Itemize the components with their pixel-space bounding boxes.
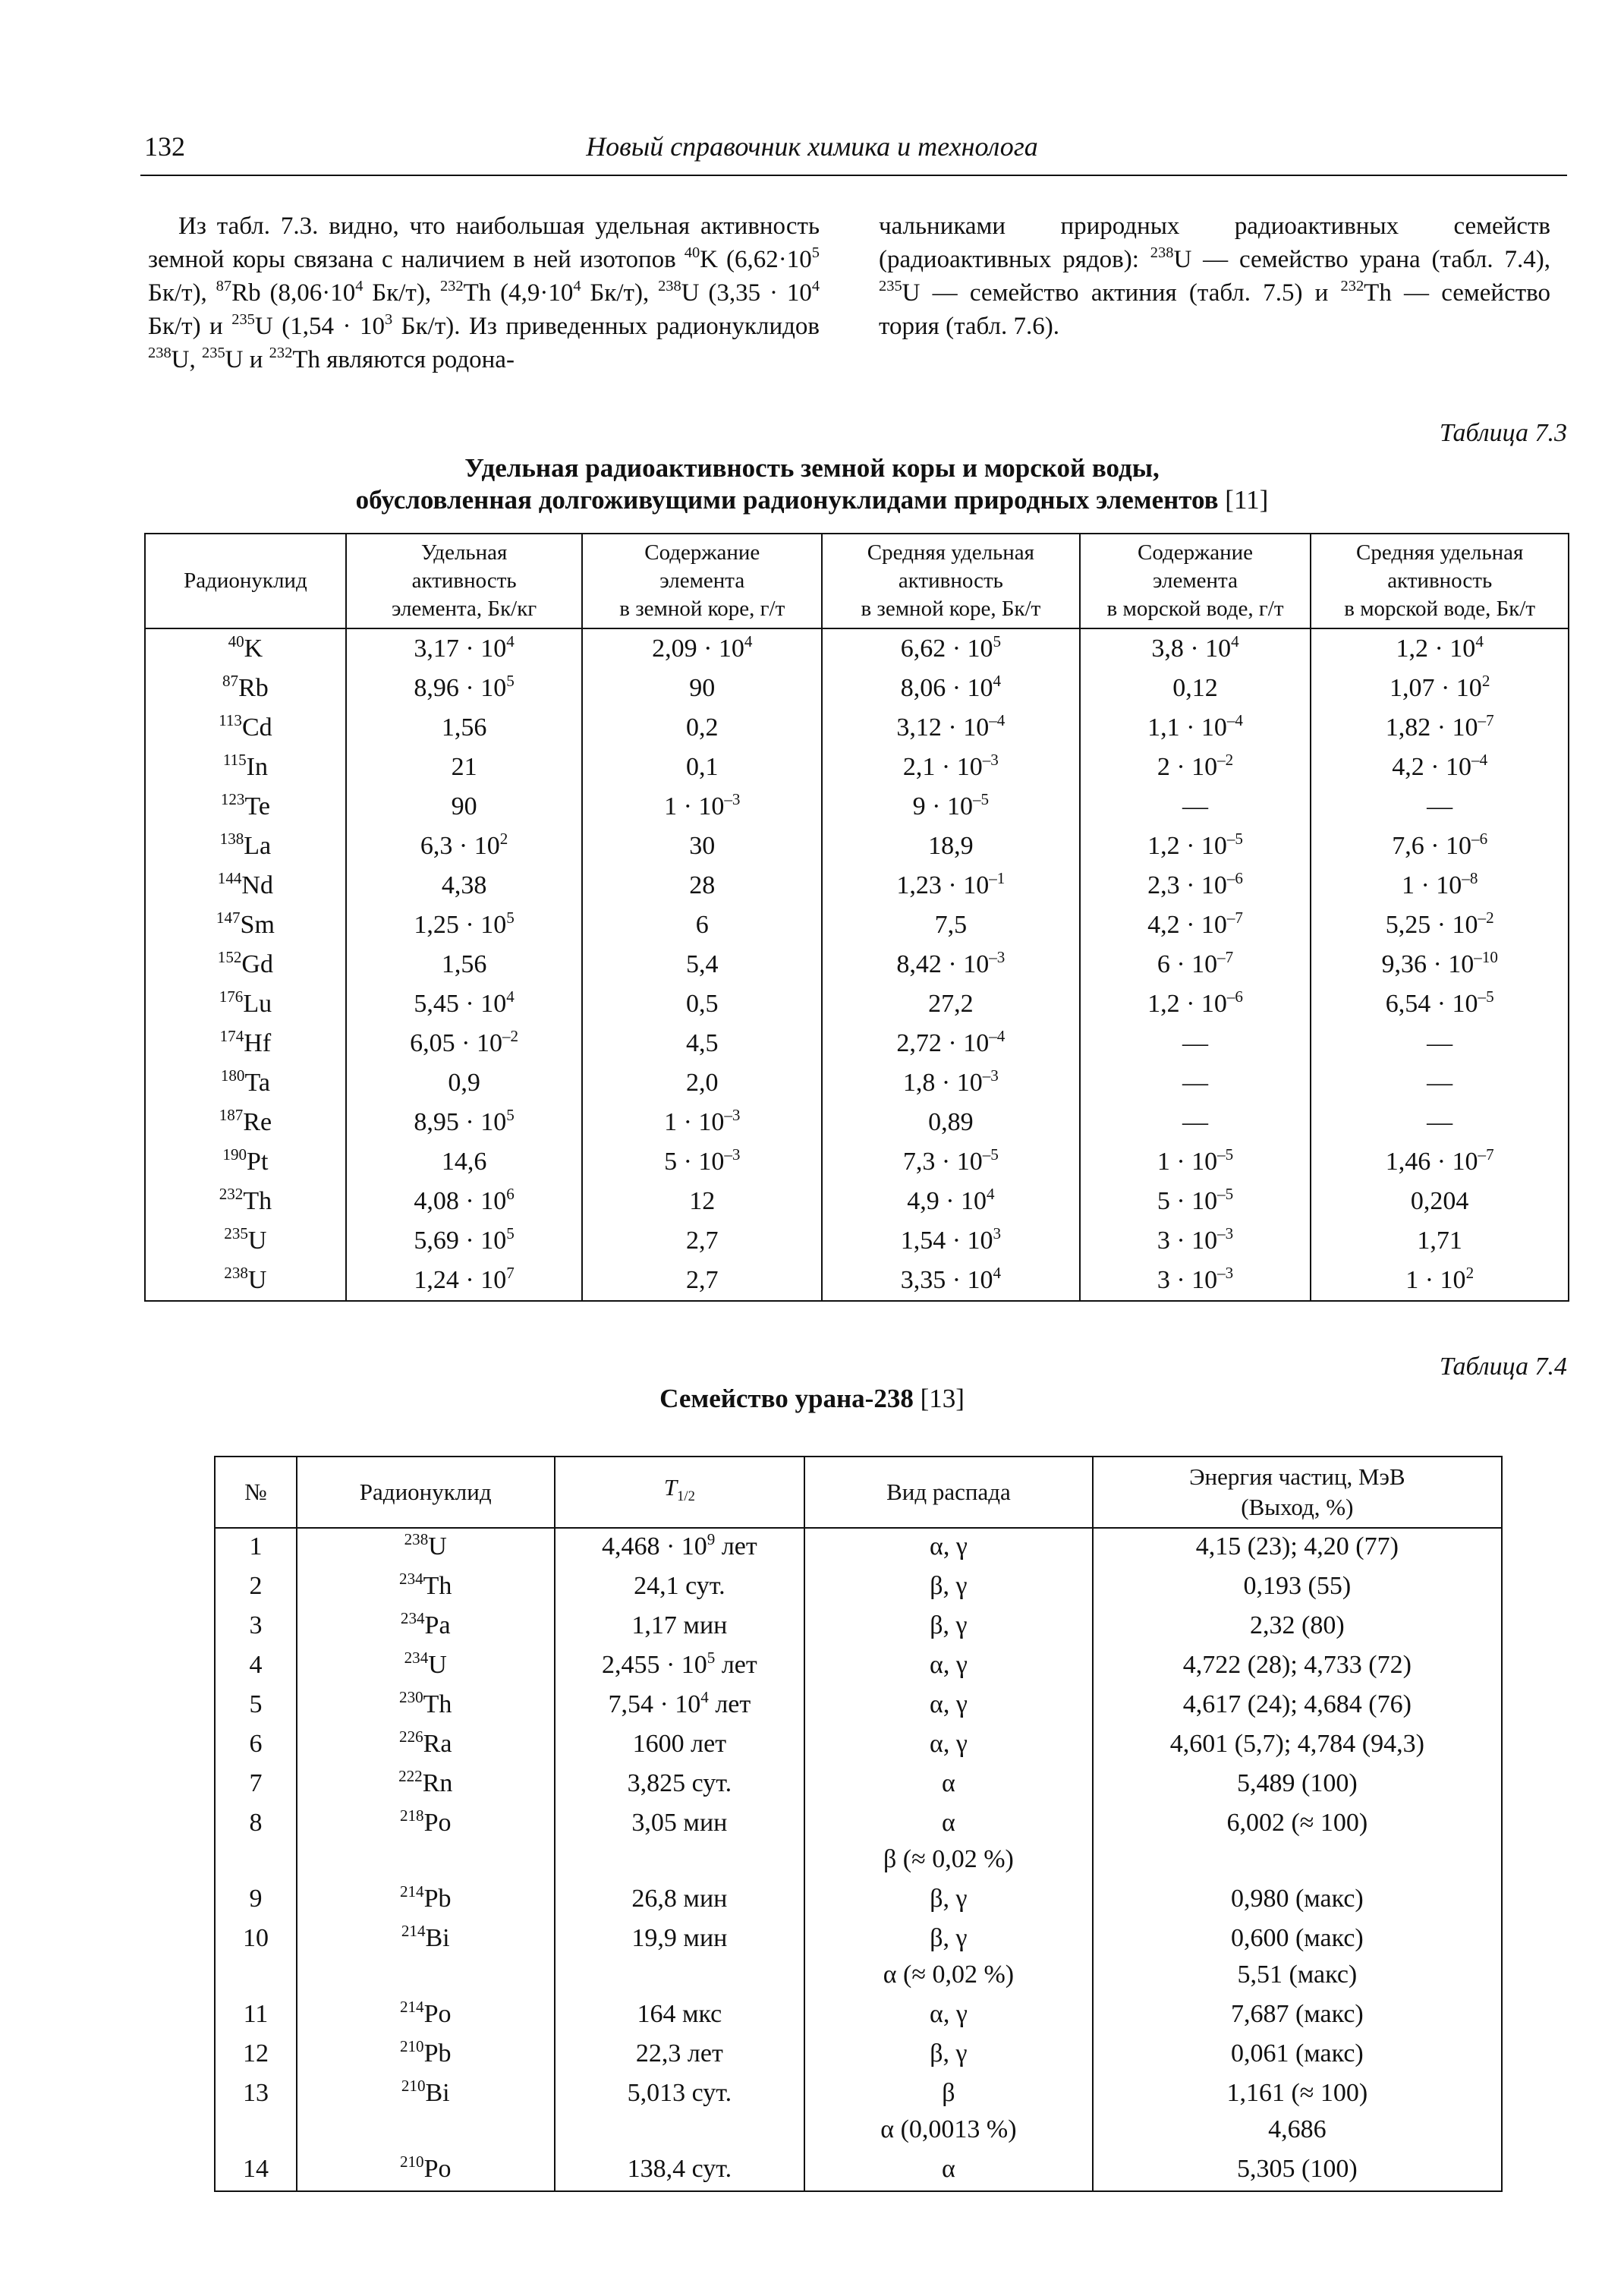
table-7-4-cell: 6,002 (≈ 100) bbox=[1093, 1805, 1502, 1881]
table-7-4-cell: 0,193 (55) bbox=[1093, 1568, 1502, 1608]
table-7-4-cell: 0,600 (макс) 5,51 (макс) bbox=[1093, 1920, 1502, 1996]
table-row bbox=[145, 1261, 1569, 1301]
table-7-3-cell: $^{235}$U bbox=[145, 1221, 346, 1261]
intro-text-left: Из табл. 7.3. видно, что наибольшая удельная активность земной коры связана с наличием в ней изотопов $^{40}$K ($6,62\cdot 10^5$ Бк/т), $^{87}$Rb ($8,06\cdot 10^4$ Бк/т), $^{232}$Th ($4,9\cdot 10^4$ Бк/т), $^{238}$U ($3,35 \cdot 10^4$ Бк/т) и $^{235}$U ($1,54 \cdot 10^3$ Бк/т). Из приведенных радионуклидов $^{238}$U, $^{235}$U и $^{232}$Th являются родона- bbox=[148, 213, 820, 373]
table-7-3-cell: $2,72 \cdot 10^{-4}$ bbox=[822, 1024, 1080, 1063]
table-7-3-reference: [11] bbox=[1225, 485, 1269, 515]
table-7-3-cell: $^{232}$Th bbox=[145, 1182, 346, 1221]
table-7-3-cell: 2,7 bbox=[582, 1221, 822, 1261]
table-7-4-cell: 4,617 (24); 4,684 (76) bbox=[1093, 1686, 1502, 1726]
table-7-4-cell: 26,8 мин bbox=[555, 1881, 805, 1920]
table-7-3-title bbox=[0, 452, 1624, 516]
table-7-4-cell: 1,17 мин bbox=[555, 1608, 805, 1647]
table-7-3-cell: $3,8 \cdot 10^4$ bbox=[1080, 628, 1311, 669]
table-7-3-cell: $2 \cdot 10^{-2}$ bbox=[1080, 748, 1311, 787]
table-7-3-cell: $1,46 \cdot 10^{-7}$ bbox=[1311, 1142, 1569, 1182]
table-7-4-cell: α bbox=[804, 1765, 1093, 1805]
table-7-4-cell: 22,3 лет bbox=[555, 2036, 805, 2075]
table-7-4-cell: 7 bbox=[215, 1765, 297, 1805]
table-row bbox=[215, 2151, 1502, 2191]
table-7-3-cell: 30 bbox=[582, 827, 822, 866]
table-7-3-header-5: Содержание элемента в морской воде, г/т bbox=[1080, 534, 1311, 628]
table-7-4-cell: $^{214}$Po bbox=[297, 1996, 555, 2036]
table-7-3-cell: $1,8 \cdot 10^{-3}$ bbox=[822, 1063, 1080, 1103]
table-7-3-cell: $4,08 \cdot 10^6$ bbox=[346, 1182, 583, 1221]
table-7-4-cell: 138,4 сут. bbox=[555, 2151, 805, 2191]
table-7-4-cell: $^{214}$Pb bbox=[297, 1881, 555, 1920]
table-7-3-cell: $^{238}$U bbox=[145, 1261, 346, 1301]
table-7-3-cell: $3 \cdot 10^{-3}$ bbox=[1080, 1221, 1311, 1261]
table-7-3-cell: $7,6 \cdot 10^{-6}$ bbox=[1311, 827, 1569, 866]
table-7-3-cell: $^{144}$Nd bbox=[145, 866, 346, 905]
table-7-4-cell: β, γ bbox=[804, 2036, 1093, 2075]
table-7-3-cell: $9 \cdot 10^{-5}$ bbox=[822, 787, 1080, 827]
table-7-4-cell: $^{230}$Th bbox=[297, 1686, 555, 1726]
table-7-3-cell: $8,42 \cdot 10^{-3}$ bbox=[822, 945, 1080, 984]
table-7-3-cell: $5,25 \cdot 10^{-2}$ bbox=[1311, 905, 1569, 945]
table-7-4-header-2: Радионуклид bbox=[297, 1457, 555, 1528]
table-7-3-cell: $1,25 \cdot 10^5$ bbox=[346, 905, 583, 945]
table-7-3-cell: $3 \cdot 10^{-3}$ bbox=[1080, 1261, 1311, 1301]
table-7-3-cell: — bbox=[1311, 787, 1569, 827]
table-7-3-cell: $1 \cdot 10^{-8}$ bbox=[1311, 866, 1569, 905]
table-row bbox=[145, 866, 1569, 905]
table-7-3-cell: 5,4 bbox=[582, 945, 822, 984]
table-row bbox=[215, 1686, 1502, 1726]
table-row bbox=[215, 1920, 1502, 1996]
table-7-3-cell: $^{190}$Pt bbox=[145, 1142, 346, 1182]
table-7-3-cell: — bbox=[1080, 1103, 1311, 1142]
table-7-4-header-1: № bbox=[215, 1457, 297, 1528]
table-7-3-cell: $6,54 \cdot 10^{-5}$ bbox=[1311, 984, 1569, 1024]
table-7-4-cell: α bbox=[804, 2151, 1093, 2191]
table-row bbox=[145, 945, 1569, 984]
table-7-4-cell: 4,601 (5,7); 4,784 (94,3) bbox=[1093, 1726, 1502, 1765]
table-7-4-cell: $^{226}$Ra bbox=[297, 1726, 555, 1765]
table-7-4-cell: $^{238}$U bbox=[297, 1528, 555, 1568]
table-7-3-cell: $^{40}$K bbox=[145, 628, 346, 669]
table-7-3-header-1: Радионуклид bbox=[145, 534, 346, 628]
table-7-4-cell: 5,305 (100) bbox=[1093, 2151, 1502, 2191]
table-7-4-cell: $4,468 \cdot 10^9$ лет bbox=[555, 1528, 805, 1568]
table-7-4-cell: 13 bbox=[215, 2075, 297, 2151]
table-7-3-cell: $^{87}$Rb bbox=[145, 669, 346, 708]
table-row bbox=[145, 1024, 1569, 1063]
table-7-4-cell: 5,013 сут. bbox=[555, 2075, 805, 2151]
page-number: 132 bbox=[144, 131, 185, 162]
table-7-4-header-5: Энергия частиц, МэВ (Выход, %) bbox=[1093, 1457, 1502, 1528]
table-7-4-cell: 1 bbox=[215, 1528, 297, 1568]
table-7-4-cell: 6 bbox=[215, 1726, 297, 1765]
table-7-3-cell: 0,2 bbox=[582, 708, 822, 748]
table-7-3-header-3: Содержание элемента в земной коре, г/т bbox=[582, 534, 822, 628]
table-7-4-cell: 4,722 (28); 4,733 (72) bbox=[1093, 1647, 1502, 1686]
table-7-4-cell: $^{234}$Th bbox=[297, 1568, 555, 1608]
table-row bbox=[145, 905, 1569, 945]
table-7-4-cell: 4,15 (23); 4,20 (77) bbox=[1093, 1528, 1502, 1568]
table-7-3-header-row bbox=[145, 534, 1569, 628]
table-7-4-cell: β, γ α (≈ 0,02 %) bbox=[804, 1920, 1093, 1996]
table-7-3-title-line2 bbox=[0, 484, 1624, 516]
table-7-4-cell: 7,687 (макс) bbox=[1093, 1996, 1502, 2036]
table-7-4-cell: 0,980 (макс) bbox=[1093, 1881, 1502, 1920]
table-7-3-cell: $9,36 \cdot 10^{-10}$ bbox=[1311, 945, 1569, 984]
table-7-3-cell: 2,7 bbox=[582, 1261, 822, 1301]
table-7-3-cell: — bbox=[1311, 1024, 1569, 1063]
table-7-4 bbox=[214, 1456, 1503, 2192]
table-7-4-cell: 8 bbox=[215, 1805, 297, 1881]
table-7-3-cell: $1,54 \cdot 10^3$ bbox=[822, 1221, 1080, 1261]
table-7-3-cell: 6 bbox=[582, 905, 822, 945]
table-7-4-cell: β, γ bbox=[804, 1568, 1093, 1608]
table-7-4-cell: α, γ bbox=[804, 1528, 1093, 1568]
table-row bbox=[145, 628, 1569, 669]
table-7-3-cell: $3,12 \cdot 10^{-4}$ bbox=[822, 708, 1080, 748]
table-7-4-cell: 2,32 (80) bbox=[1093, 1608, 1502, 1647]
table-7-3-cell: 2,0 bbox=[582, 1063, 822, 1103]
table-7-4-cell: α, γ bbox=[804, 1686, 1093, 1726]
table-7-3-cell: 1,56 bbox=[346, 945, 583, 984]
table-7-3-cell: $8,95 \cdot 10^5$ bbox=[346, 1103, 583, 1142]
table-row bbox=[145, 669, 1569, 708]
table-7-4-cell: $^{234}$Pa bbox=[297, 1608, 555, 1647]
table-7-4-cell: β, γ bbox=[804, 1608, 1093, 1647]
table-7-4-cell: 4 bbox=[215, 1647, 297, 1686]
table-7-3-cell: $1,07 \cdot 10^2$ bbox=[1311, 669, 1569, 708]
table-7-3-cell: $1,24 \cdot 10^7$ bbox=[346, 1261, 583, 1301]
table-row bbox=[215, 2075, 1502, 2151]
table-7-3-header-2: Удельная активность элемента, Бк/кг bbox=[346, 534, 583, 628]
table-7-3-cell: 90 bbox=[582, 669, 822, 708]
table-row bbox=[145, 748, 1569, 787]
table-7-3-cell: 0,5 bbox=[582, 984, 822, 1024]
table-7-4-cell: 5 bbox=[215, 1686, 297, 1726]
table-7-4-cell: 14 bbox=[215, 2151, 297, 2191]
table-row bbox=[145, 1221, 1569, 1261]
table-7-3-cell: $8,06 \cdot 10^4$ bbox=[822, 669, 1080, 708]
table-7-3-cell: $1 \cdot 10^{-3}$ bbox=[582, 787, 822, 827]
table-7-4-title bbox=[0, 1383, 1624, 1415]
table-row bbox=[145, 787, 1569, 827]
table-7-3-cell: $4,2 \cdot 10^{-4}$ bbox=[1311, 748, 1569, 787]
table-7-3-body bbox=[145, 628, 1569, 1301]
table-7-3-cell: — bbox=[1311, 1063, 1569, 1103]
table-7-3-cell: 12 bbox=[582, 1182, 822, 1221]
table-7-4-cell: 3,05 мин bbox=[555, 1805, 805, 1881]
table-7-3-cell: 0,204 bbox=[1311, 1182, 1569, 1221]
table-7-3-cell: 0,1 bbox=[582, 748, 822, 787]
table-7-3-cell: 28 bbox=[582, 866, 822, 905]
table-7-4-cell: α, γ bbox=[804, 1996, 1093, 2036]
table-row bbox=[215, 1608, 1502, 1647]
table-7-4-label: Таблица 7.4 bbox=[1439, 1353, 1567, 1381]
table-7-3-cell: $1,82 \cdot 10^{-7}$ bbox=[1311, 708, 1569, 748]
table-7-3-cell: $^{174}$Hf bbox=[145, 1024, 346, 1063]
table-7-3-cell: 0,9 bbox=[346, 1063, 583, 1103]
table-7-3-cell: 90 bbox=[346, 787, 583, 827]
table-7-3-cell: $1,2 \cdot 10^{-6}$ bbox=[1080, 984, 1311, 1024]
table-7-3-cell: $5 \cdot 10^{-3}$ bbox=[582, 1142, 822, 1182]
table-7-4-cell: 2 bbox=[215, 1568, 297, 1608]
table-7-4-cell: α, γ bbox=[804, 1726, 1093, 1765]
table-7-4-cell: $^{210}$Pb bbox=[297, 2036, 555, 2075]
table-7-3-cell: $^{113}$Cd bbox=[145, 708, 346, 748]
table-7-4-cell: 3 bbox=[215, 1608, 297, 1647]
table-7-3-cell: 4,38 bbox=[346, 866, 583, 905]
table-7-3-cell: $^{176}$Lu bbox=[145, 984, 346, 1024]
table-7-3 bbox=[144, 533, 1569, 1302]
table-7-4-cell: 10 bbox=[215, 1920, 297, 1996]
table-7-3-cell: $3,35 \cdot 10^4$ bbox=[822, 1261, 1080, 1301]
table-7-3-cell: $^{187}$Re bbox=[145, 1103, 346, 1142]
table-7-4-cell: α β (≈ 0,02 %) bbox=[804, 1805, 1093, 1881]
table-7-3-cell: $8,96 \cdot 10^5$ bbox=[346, 669, 583, 708]
table-7-4-cell: 9 bbox=[215, 1881, 297, 1920]
table-row bbox=[145, 1182, 1569, 1221]
table-7-3-cell: 27,2 bbox=[822, 984, 1080, 1024]
table-row bbox=[145, 1142, 1569, 1182]
table-7-3-cell: — bbox=[1311, 1103, 1569, 1142]
table-7-3-cell: $5,45 \cdot 10^4$ bbox=[346, 984, 583, 1024]
table-row bbox=[215, 1765, 1502, 1805]
table-7-3-cell: $^{180}$Ta bbox=[145, 1063, 346, 1103]
table-7-3-cell: 18,9 bbox=[822, 827, 1080, 866]
table-7-4-cell: $^{218}$Po bbox=[297, 1805, 555, 1881]
table-row bbox=[215, 1996, 1502, 2036]
table-row bbox=[145, 1103, 1569, 1142]
table-7-4-reference: [13] bbox=[920, 1384, 965, 1413]
table-7-4-cell: $^{210}$Po bbox=[297, 2151, 555, 2191]
table-7-4-cell: 19,9 мин bbox=[555, 1920, 805, 1996]
table-7-4-header-row bbox=[215, 1457, 1502, 1528]
running-title: Новый справочник химика и технолога bbox=[586, 131, 1038, 162]
table-7-4-cell: 164 мкс bbox=[555, 1996, 805, 2036]
table-7-4-cell: 11 bbox=[215, 1996, 297, 2036]
table-7-4-cell: β, γ bbox=[804, 1881, 1093, 1920]
table-7-3-cell: $1,2 \cdot 10^4$ bbox=[1311, 628, 1569, 669]
table-7-3-cell: $2,09 \cdot 10^4$ bbox=[582, 628, 822, 669]
table-7-3-cell: 4,5 bbox=[582, 1024, 822, 1063]
table-7-3-cell: $1 \cdot 10^{-5}$ bbox=[1080, 1142, 1311, 1182]
table-7-3-cell: 0,89 bbox=[822, 1103, 1080, 1142]
table-7-4-cell: 24,1 сут. bbox=[555, 1568, 805, 1608]
table-row bbox=[145, 708, 1569, 748]
table-row bbox=[145, 827, 1569, 866]
table-7-4-title-text: Семейство урана-238 bbox=[659, 1384, 914, 1413]
table-7-4-cell: $7,54 \cdot 10^4$ лет bbox=[555, 1686, 805, 1726]
table-7-3-cell: — bbox=[1080, 1063, 1311, 1103]
table-row bbox=[215, 1568, 1502, 1608]
table-7-3-cell: $4,9 \cdot 10^4$ bbox=[822, 1182, 1080, 1221]
table-7-3-cell: 14,6 bbox=[346, 1142, 583, 1182]
table-7-4-header-4: Вид распада bbox=[804, 1457, 1093, 1528]
table-7-3-cell: $^{138}$La bbox=[145, 827, 346, 866]
table-7-3-cell: $6 \cdot 10^{-7}$ bbox=[1080, 945, 1311, 984]
table-row bbox=[145, 984, 1569, 1024]
table-7-3-cell: $1,23 \cdot 10^{-1}$ bbox=[822, 866, 1080, 905]
table-7-3-cell: $7,3 \cdot 10^{-5}$ bbox=[822, 1142, 1080, 1182]
table-7-3-cell: $^{152}$Gd bbox=[145, 945, 346, 984]
table-7-3-cell: — bbox=[1080, 787, 1311, 827]
table-7-4-cell: $^{222}$Rn bbox=[297, 1765, 555, 1805]
table-7-3-header-6: Средняя удельная активность в морской воде, Бк/т bbox=[1311, 534, 1569, 628]
header-rule bbox=[140, 175, 1567, 176]
table-row bbox=[215, 1726, 1502, 1765]
table-7-4-cell: 12 bbox=[215, 2036, 297, 2075]
table-7-3-cell: $^{123}$Te bbox=[145, 787, 346, 827]
table-7-3-cell: $2,3 \cdot 10^{-6}$ bbox=[1080, 866, 1311, 905]
table-7-3-cell: $3,17 \cdot 10^4$ bbox=[346, 628, 583, 669]
table-7-3-cell: $5 \cdot 10^{-5}$ bbox=[1080, 1182, 1311, 1221]
table-row bbox=[145, 1063, 1569, 1103]
table-7-3-cell: $1,1 \cdot 10^{-4}$ bbox=[1080, 708, 1311, 748]
table-7-4-cell: $2,455 \cdot 10^5$ лет bbox=[555, 1647, 805, 1686]
table-7-3-cell: — bbox=[1080, 1024, 1311, 1063]
table-7-3-cell: 1,71 bbox=[1311, 1221, 1569, 1261]
table-7-4-cell: 1600 лет bbox=[555, 1726, 805, 1765]
table-7-3-cell: $^{147}$Sm bbox=[145, 905, 346, 945]
table-row bbox=[215, 1647, 1502, 1686]
table-7-3-title-text: обусловленная долгоживущими радионуклидами природных элементов bbox=[355, 485, 1219, 515]
table-7-3-cell: 0,12 bbox=[1080, 669, 1311, 708]
table-7-3-cell: 1,56 bbox=[346, 708, 583, 748]
table-7-3-cell: $6,3 \cdot 10^2$ bbox=[346, 827, 583, 866]
table-7-3-cell: $1 \cdot 10^2$ bbox=[1311, 1261, 1569, 1301]
table-7-4-cell: $^{214}$Bi bbox=[297, 1920, 555, 1996]
table-7-4-cell: α, γ bbox=[804, 1647, 1093, 1686]
table-7-4-header-3: $T_{1/2}$ bbox=[555, 1457, 805, 1528]
table-7-3-cell: $1,2 \cdot 10^{-5}$ bbox=[1080, 827, 1311, 866]
table-7-3-cell: $2,1 \cdot 10^{-3}$ bbox=[822, 748, 1080, 787]
table-row bbox=[215, 1805, 1502, 1881]
table-7-4-cell: 1,161 (≈ 100) 4,686 bbox=[1093, 2075, 1502, 2151]
intro-text-right: чальниками природных радиоактивных семейств (радиоактивных рядов): $^{238}$U — семейство урана (табл. 7.4), $^{235}$U — семейство актиния (табл. 7.5) и $^{232}$Th — семейство тория (табл. 7.6). bbox=[879, 213, 1551, 340]
table-7-3-cell: $^{115}$In bbox=[145, 748, 346, 787]
table-7-4-cell: $^{234}$U bbox=[297, 1647, 555, 1686]
table-row bbox=[215, 2036, 1502, 2075]
table-7-4-cell: 0,061 (макс) bbox=[1093, 2036, 1502, 2075]
table-7-3-cell: $6,62 \cdot 10^5$ bbox=[822, 628, 1080, 669]
table-7-4-cell: 3,825 сут. bbox=[555, 1765, 805, 1805]
table-7-4-cell: $^{210}$Bi bbox=[297, 2075, 555, 2151]
table-7-3-cell: $6,05 \cdot 10^{-2}$ bbox=[346, 1024, 583, 1063]
table-7-3-header-4: Средняя удельная активность в земной коре, Бк/т bbox=[822, 534, 1080, 628]
table-7-3-title-line1: Удельная радиоактивность земной коры и морской воды, bbox=[464, 453, 1160, 483]
table-7-4-cell: 5,489 (100) bbox=[1093, 1765, 1502, 1805]
table-7-3-cell: 7,5 bbox=[822, 905, 1080, 945]
table-7-3-cell: $5,69 \cdot 10^5$ bbox=[346, 1221, 583, 1261]
table-7-3-cell: $1 \cdot 10^{-3}$ bbox=[582, 1103, 822, 1142]
table-7-3-cell: 21 bbox=[346, 748, 583, 787]
table-row bbox=[215, 1528, 1502, 1568]
table-7-3-label: Таблица 7.3 bbox=[1439, 419, 1567, 447]
table-7-4-body bbox=[215, 1528, 1502, 2191]
table-7-3-cell: $4,2 \cdot 10^{-7}$ bbox=[1080, 905, 1311, 945]
table-row bbox=[215, 1881, 1502, 1920]
table-7-4-cell: β α (0,0013 %) bbox=[804, 2075, 1093, 2151]
